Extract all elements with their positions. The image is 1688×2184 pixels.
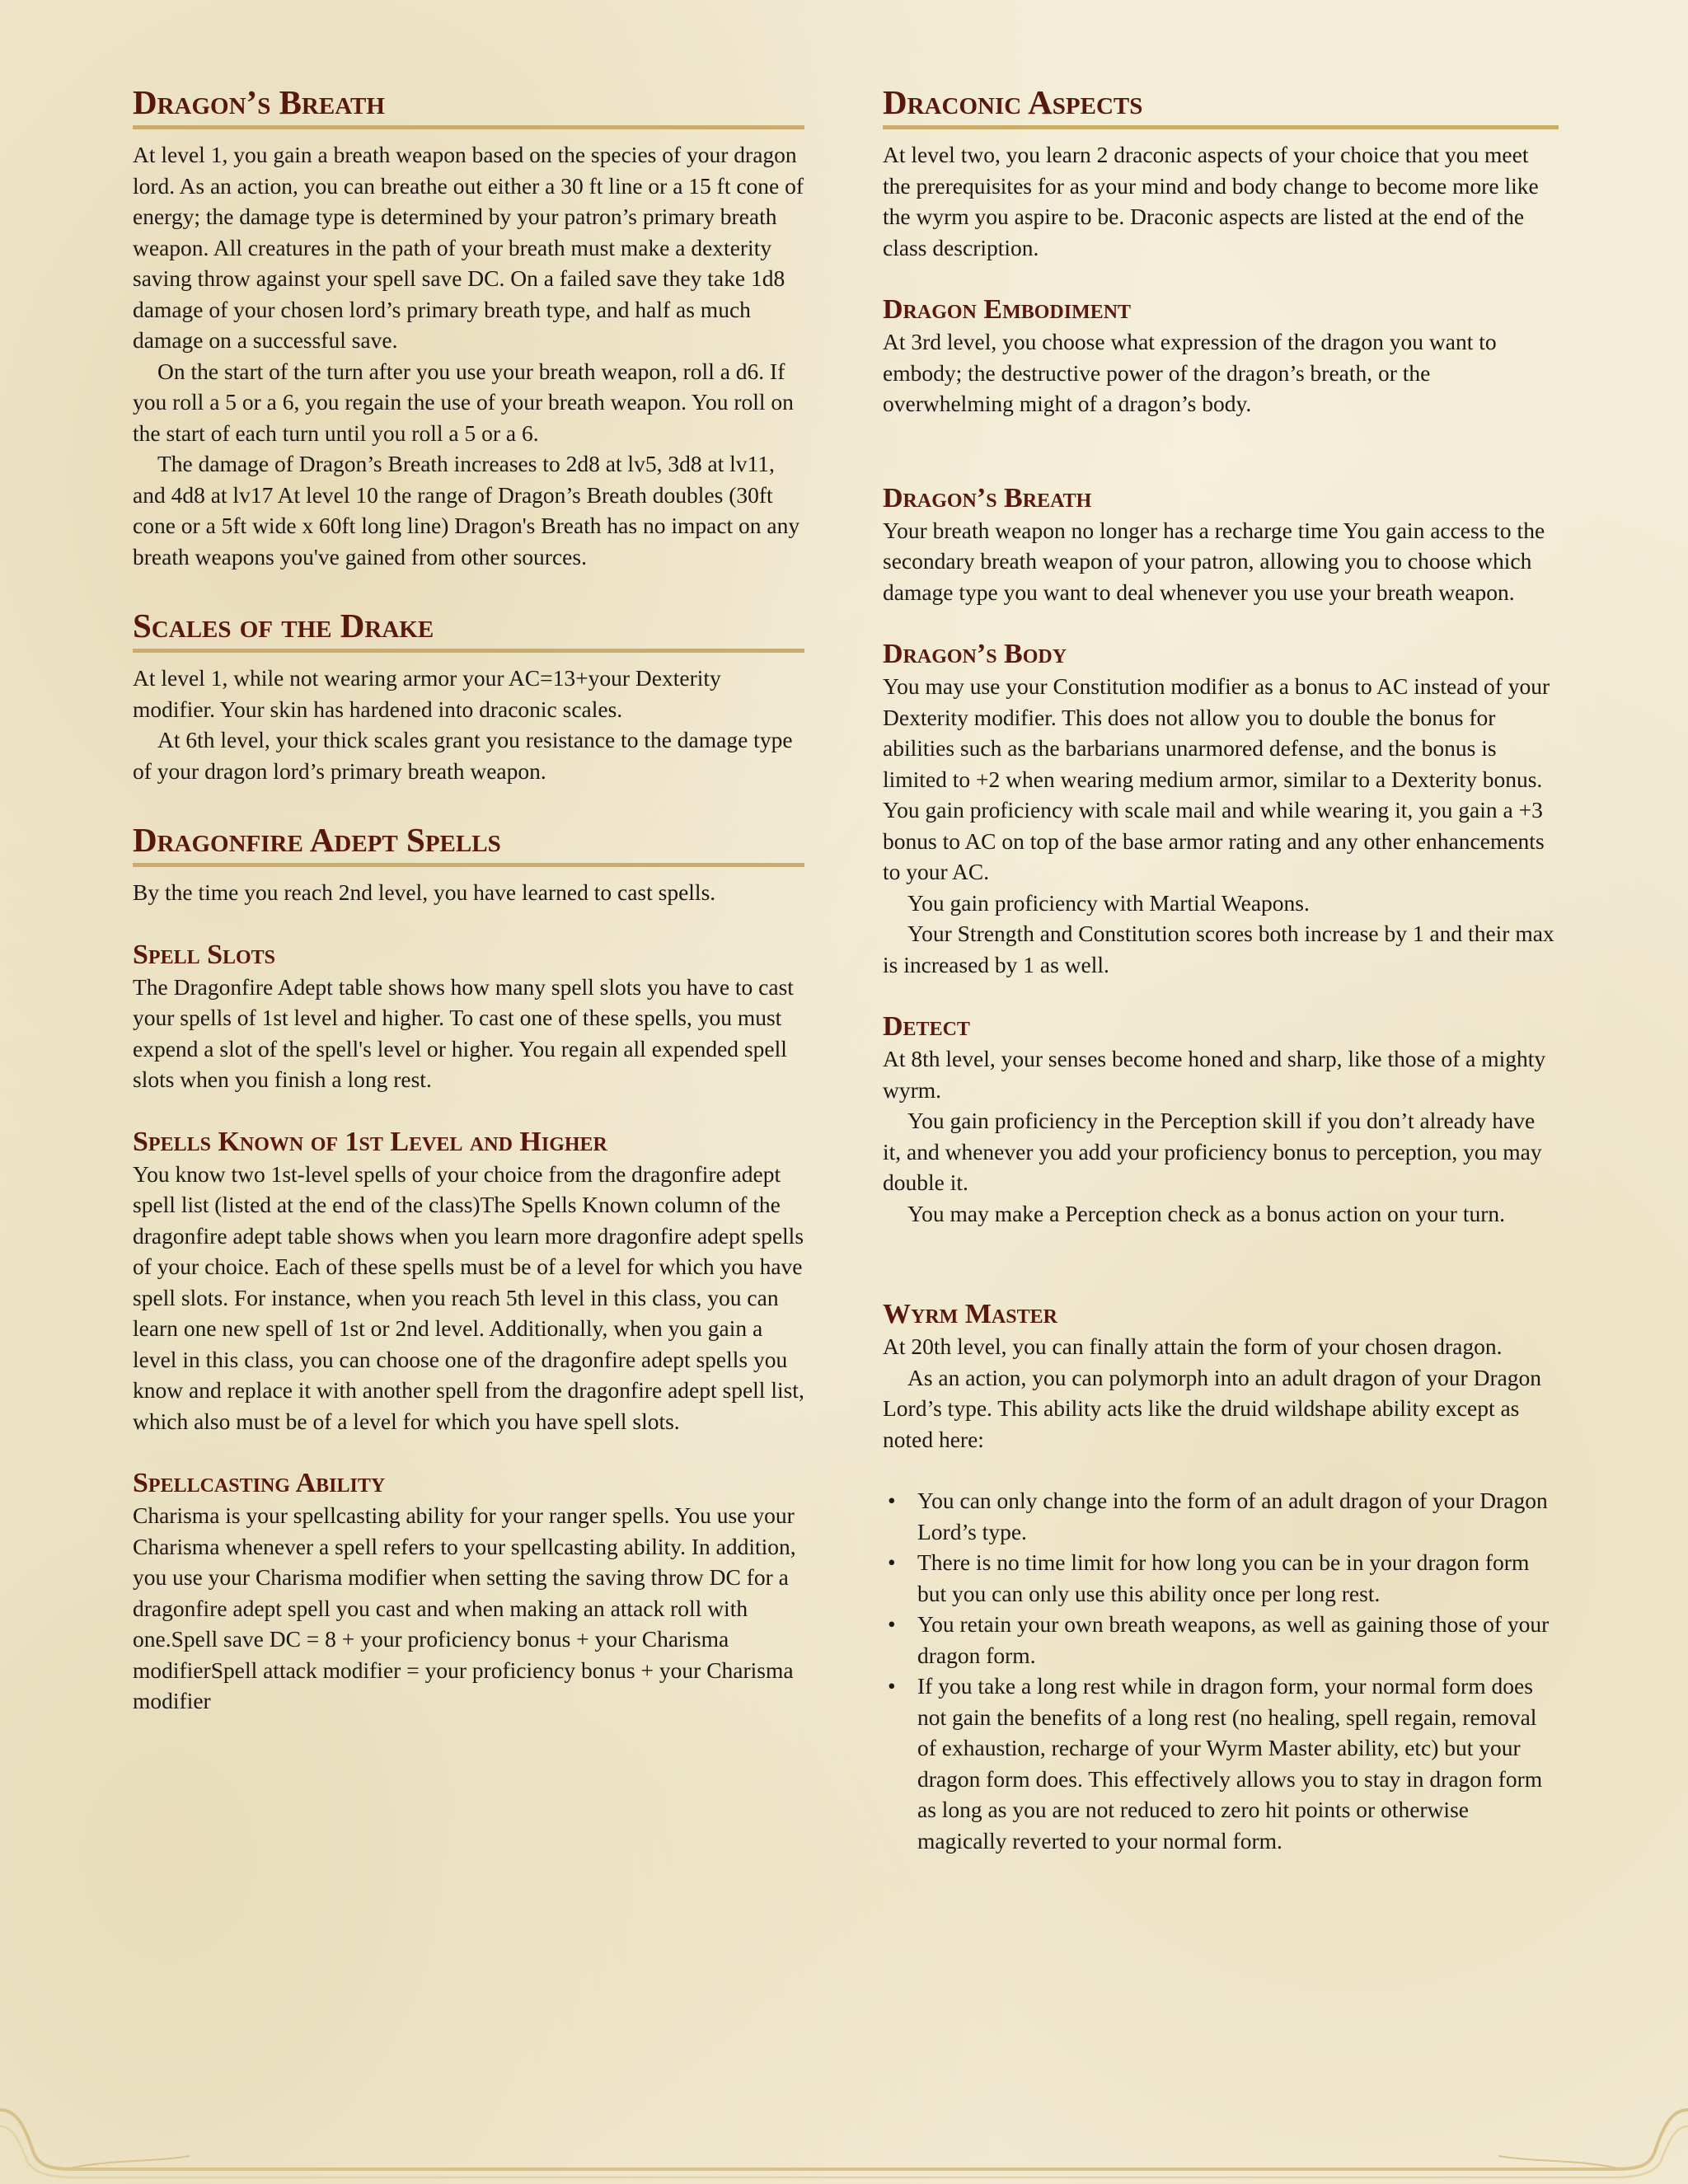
- section-dragons-breath: [133, 79, 804, 572]
- subsection-dragon-embodiment: [883, 293, 1559, 419]
- heading-dragons-breath-2: Dragon’s Breath: [883, 482, 1092, 513]
- heading-wyrm-master: Wyrm Master: [883, 1299, 1057, 1329]
- heading-scales-of-the-drake: Scales of the Drake: [133, 602, 804, 653]
- paragraph: At 8th level, your senses become honed and sharp, like those of a mighty wyrm.: [883, 1046, 1546, 1103]
- paragraph: As an action, you can polymorph into an adult dragon of your Dragon Lord’s type. This ability acts like the druid wildshape ability except as noted here:: [883, 1364, 1542, 1452]
- list-item: • You retain your own breath weapons, as well as gaining those of your dragon form.: [917, 1609, 1559, 1671]
- heading-dragon-embodiment: Dragon Embodiment: [883, 294, 1132, 325]
- paragraph: By the time you reach 2nd level, you have learned to cast spells.: [133, 879, 716, 905]
- heading-detect: Detect: [883, 1011, 970, 1042]
- heading-dragons-breath: Dragon’s Breath: [133, 79, 804, 129]
- heading-spellcasting-ability: Spellcasting Ability: [133, 1468, 386, 1498]
- bullet-list-wrapper: [883, 1485, 1559, 1856]
- paragraph: At 3rd level, you choose what expression of the dragon you want to embody; the destructive power of the dragon’s breath, or the overwhelming might of a dragon’s body.: [883, 329, 1497, 416]
- paragraph: Your Strength and Constitution scores both increase by 1 and their max is increased by 1 as well.: [883, 921, 1554, 977]
- subsection-spell-slots: [133, 939, 804, 1095]
- subsection-wyrm-master: [883, 1298, 1559, 1856]
- paragraph: You gain proficiency in the Perception skill if you don’t already have it, and whenever you add your proficiency bonus to perception, you may double it.: [883, 1108, 1542, 1195]
- paragraph: You gain proficiency with Martial Weapons.: [907, 889, 1310, 916]
- subsection-detect: [883, 1010, 1559, 1229]
- subsection-spellcasting-ability: [133, 1467, 804, 1717]
- paragraph: You may use your Constitution modifier as a bonus to AC instead of your Dexterity modifier. This does not allow you to double the bonus for abilities such as the barbarians unarmored defense, and the bonus is limited to +2 when wearing medium armor, similar to a Dexterity bonus. You gain proficiency with scale mail and while wearing it, you gain a +3 bonus to AC on top of the base armor rating and any other enhancements to your AC.: [883, 673, 1550, 884]
- paragraph: On the start of the turn after you use your breath weapon, roll a d6. If you roll a 5 or a 6, you regain the use of your breath weapon. You roll on the start of each turn until you roll a 5 or a 6.: [133, 358, 794, 446]
- paragraph: Charisma is your spellcasting ability for your ranger spells. You use your Charisma whenever a spell refers to your spellcasting ability. In addition, you use your Charisma modifier when setting the saving throw DC for a dragonfire adept spell you cast and when making an attack roll with one.Spell save DC = 8 + your proficiency bonus + your Charisma modifierSpell attack modifier = your proficiency bonus + your Charisma modifier: [133, 1502, 796, 1713]
- paragraph: At level 1, you gain a breath weapon based on the species of your dragon lord. As an action, you can breathe out either a 30 ft line or a 15 ft cone of energy; the damage type is determined by your patron’s primary breath weapon. All creatures in the path of your breath must make a dexterity saving throw against your spell save DC. On a failed save they take 1d8 damage of your chosen lord’s primary breath type, and half as much damage on a successful save.: [133, 142, 804, 353]
- subsection-spells-known: [133, 1126, 804, 1437]
- heading-spell-slots: Spell Slots: [133, 939, 276, 970]
- heading-spells-known: Spells Known of 1st Level and Higher: [133, 1126, 607, 1157]
- subsection-dragons-body: [883, 638, 1559, 980]
- section-scales-of-the-drake: [133, 602, 804, 786]
- list-item: • If you take a long rest while in dragon form, your normal form does not gain the benefits of a long rest (no healing, spell regain, removal of exhaustion, recharge of your Wyrm Master ability, etc) but your dragon form does. This effectively allows you to stay in dragon form as long as you are not reduced to zero hit points or otherwise magically reverted to your normal form.: [917, 1671, 1559, 1856]
- paragraph: At level two, you learn 2 draconic aspects of your choice that you meet the prerequisites for as your mind and body change to become more like the wyrm you aspire to be. Draconic aspects are listed at the end of the class description.: [883, 142, 1539, 260]
- paragraph: You may make a Perception check as a bonus action on your turn.: [907, 1200, 1506, 1226]
- paragraph: At level 1, while not wearing armor your AC=13+your Dexterity modifier. Your skin has hardened into draconic scales.: [133, 665, 721, 722]
- paragraph: At 6th level, your thick scales grant you resistance to the damage type of your dragon lord’s primary breath weapon.: [133, 727, 793, 784]
- paragraph: The Dragonfire Adept table shows how many spell slots you have to cast your spells of 1st level and higher. To cast one of these spells, you must expend a slot of the spell's level or higher. You regain all expended spell slots when you finish a long rest.: [133, 973, 794, 1092]
- subsection-dragons-breath-2: [883, 482, 1559, 608]
- paragraph: At 20th level, you can finally attain the form of your chosen dragon.: [883, 1333, 1503, 1359]
- list-item: • There is no time limit for how long you can be in your dragon form but you can only use this ability once per long rest.: [917, 1547, 1559, 1609]
- heading-dragonfire-adept-spells: Dragonfire Adept Spells: [133, 817, 804, 867]
- section-dragonfire-adept-spells: [133, 817, 804, 1717]
- list-item: • You can only change into the form of an adult dragon of your Dragon Lord’s type.: [917, 1485, 1559, 1547]
- paragraph: You know two 1st-level spells of your choice from the dragonfire adept spell list (listed at the end of the class)The Spells Known column of the dragonfire adept table shows when you learn more dragonfire adept spells of your choice. Each of these spells must be of a level for which you have spell slots. For instance, when you reach 5th level in this class, you can learn one new spell of 1st or 2nd level. Additionally, when you gain a level in this class, you can choose one of the dragonfire adept spells you know and replace it with another spell from the dragonfire adept spell list, which also must be of a level for which you have spell slots.: [133, 1160, 804, 1434]
- bullet-list: [883, 1485, 1559, 1856]
- left-column: [133, 79, 804, 1717]
- right-column: [883, 79, 1559, 1856]
- footer-ornament: [0, 2077, 1688, 2184]
- paragraph: Your breath weapon no longer has a recharge time You gain access to the secondary breath weapon of your patron, allowing you to choose which damage type you want to deal whenever you use your breath weapon.: [883, 517, 1545, 605]
- section-draconic-aspects: [883, 79, 1559, 263]
- heading-draconic-aspects: Draconic Aspects: [883, 79, 1559, 129]
- heading-dragons-body: Dragon’s Body: [883, 639, 1067, 669]
- paragraph: The damage of Dragon’s Breath increases to 2d8 at lv5, 3d8 at lv11, and 4d8 at lv17 At level 10 the range of Dragon’s Breath doubles (30ft cone or a 5ft wide x 60ft long line) Dragon's Breath has no impact on any breath weapons you've gained from other sources.: [133, 451, 800, 569]
